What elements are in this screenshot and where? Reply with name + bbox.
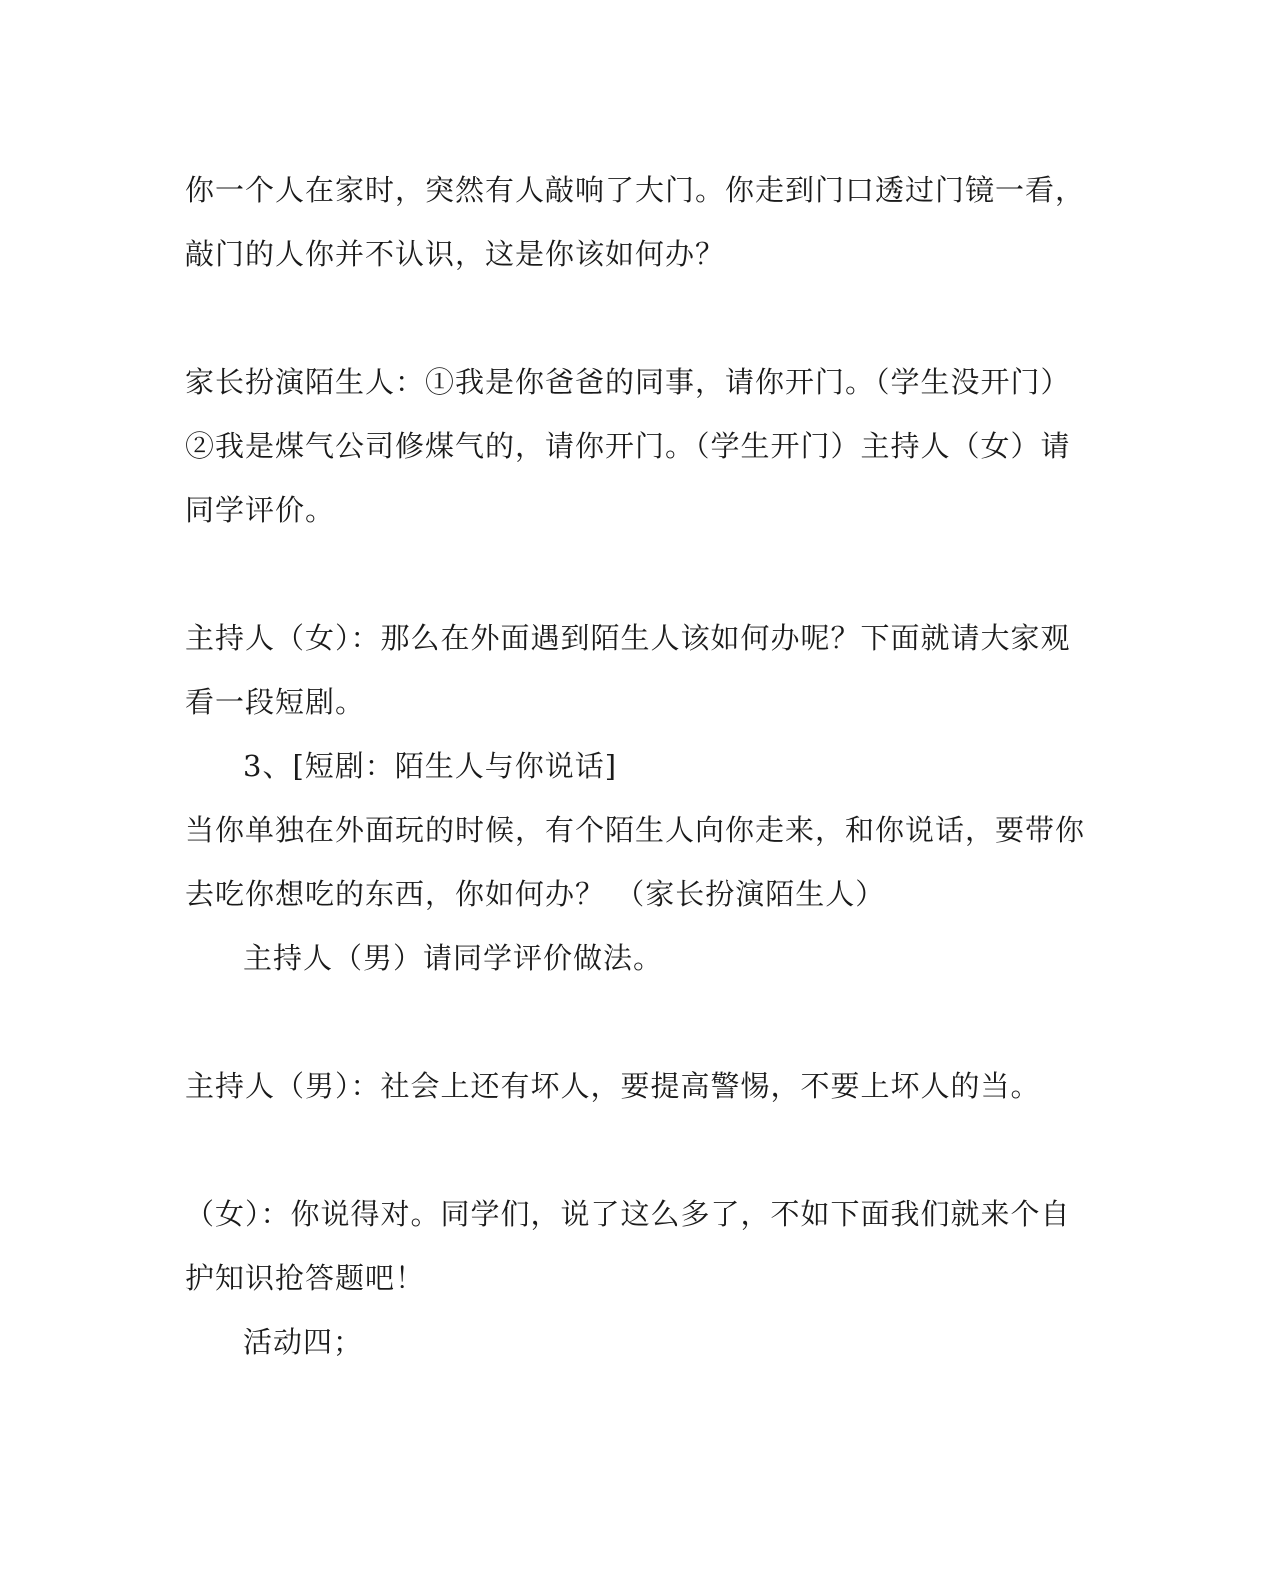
text-line: 主持人（男）：社会上还有坏人，要提高警惕，不要上坏人的当。 (185, 1069, 1041, 1103)
text-line: 同学评价。 (185, 493, 336, 527)
text-line: 家长扮演陌生人：①我是你爸爸的同事，请你开门。（学生没开门） (185, 365, 1071, 399)
text-line: 当你单独在外面玩的时候，有个陌生人向你走来，和你说话，要带你 (185, 813, 1086, 847)
text-line: 主持人（男）请同学评价做法。 (243, 941, 664, 975)
text-line: 护知识抢答题吧！ (185, 1261, 426, 1295)
section-heading: 活动四； (243, 1325, 364, 1359)
text-line: 去吃你想吃的东西，你如何办？ （家长扮演陌生人） (185, 877, 886, 911)
text-line: 你一个人在家时，突然有人敲响了大门。你走到门口透过门镜一看， (185, 173, 1086, 207)
text-line: 敲门的人你并不认识，这是你该如何办？ (185, 237, 726, 271)
text-line: ②我是煤气公司修煤气的，请你开门。（学生开门）主持人（女）请 (185, 429, 1071, 463)
section-heading: 3、[短剧：陌生人与你说话] (243, 749, 618, 783)
text-line: 主持人（女）：那么在外面遇到陌生人该如何办呢？下面就请大家观 (185, 621, 1071, 655)
text-line: 看一段短剧。 (185, 685, 366, 719)
text-line: （女）：你说得对。同学们，说了这么多了，不如下面我们就来个自 (185, 1197, 1071, 1231)
